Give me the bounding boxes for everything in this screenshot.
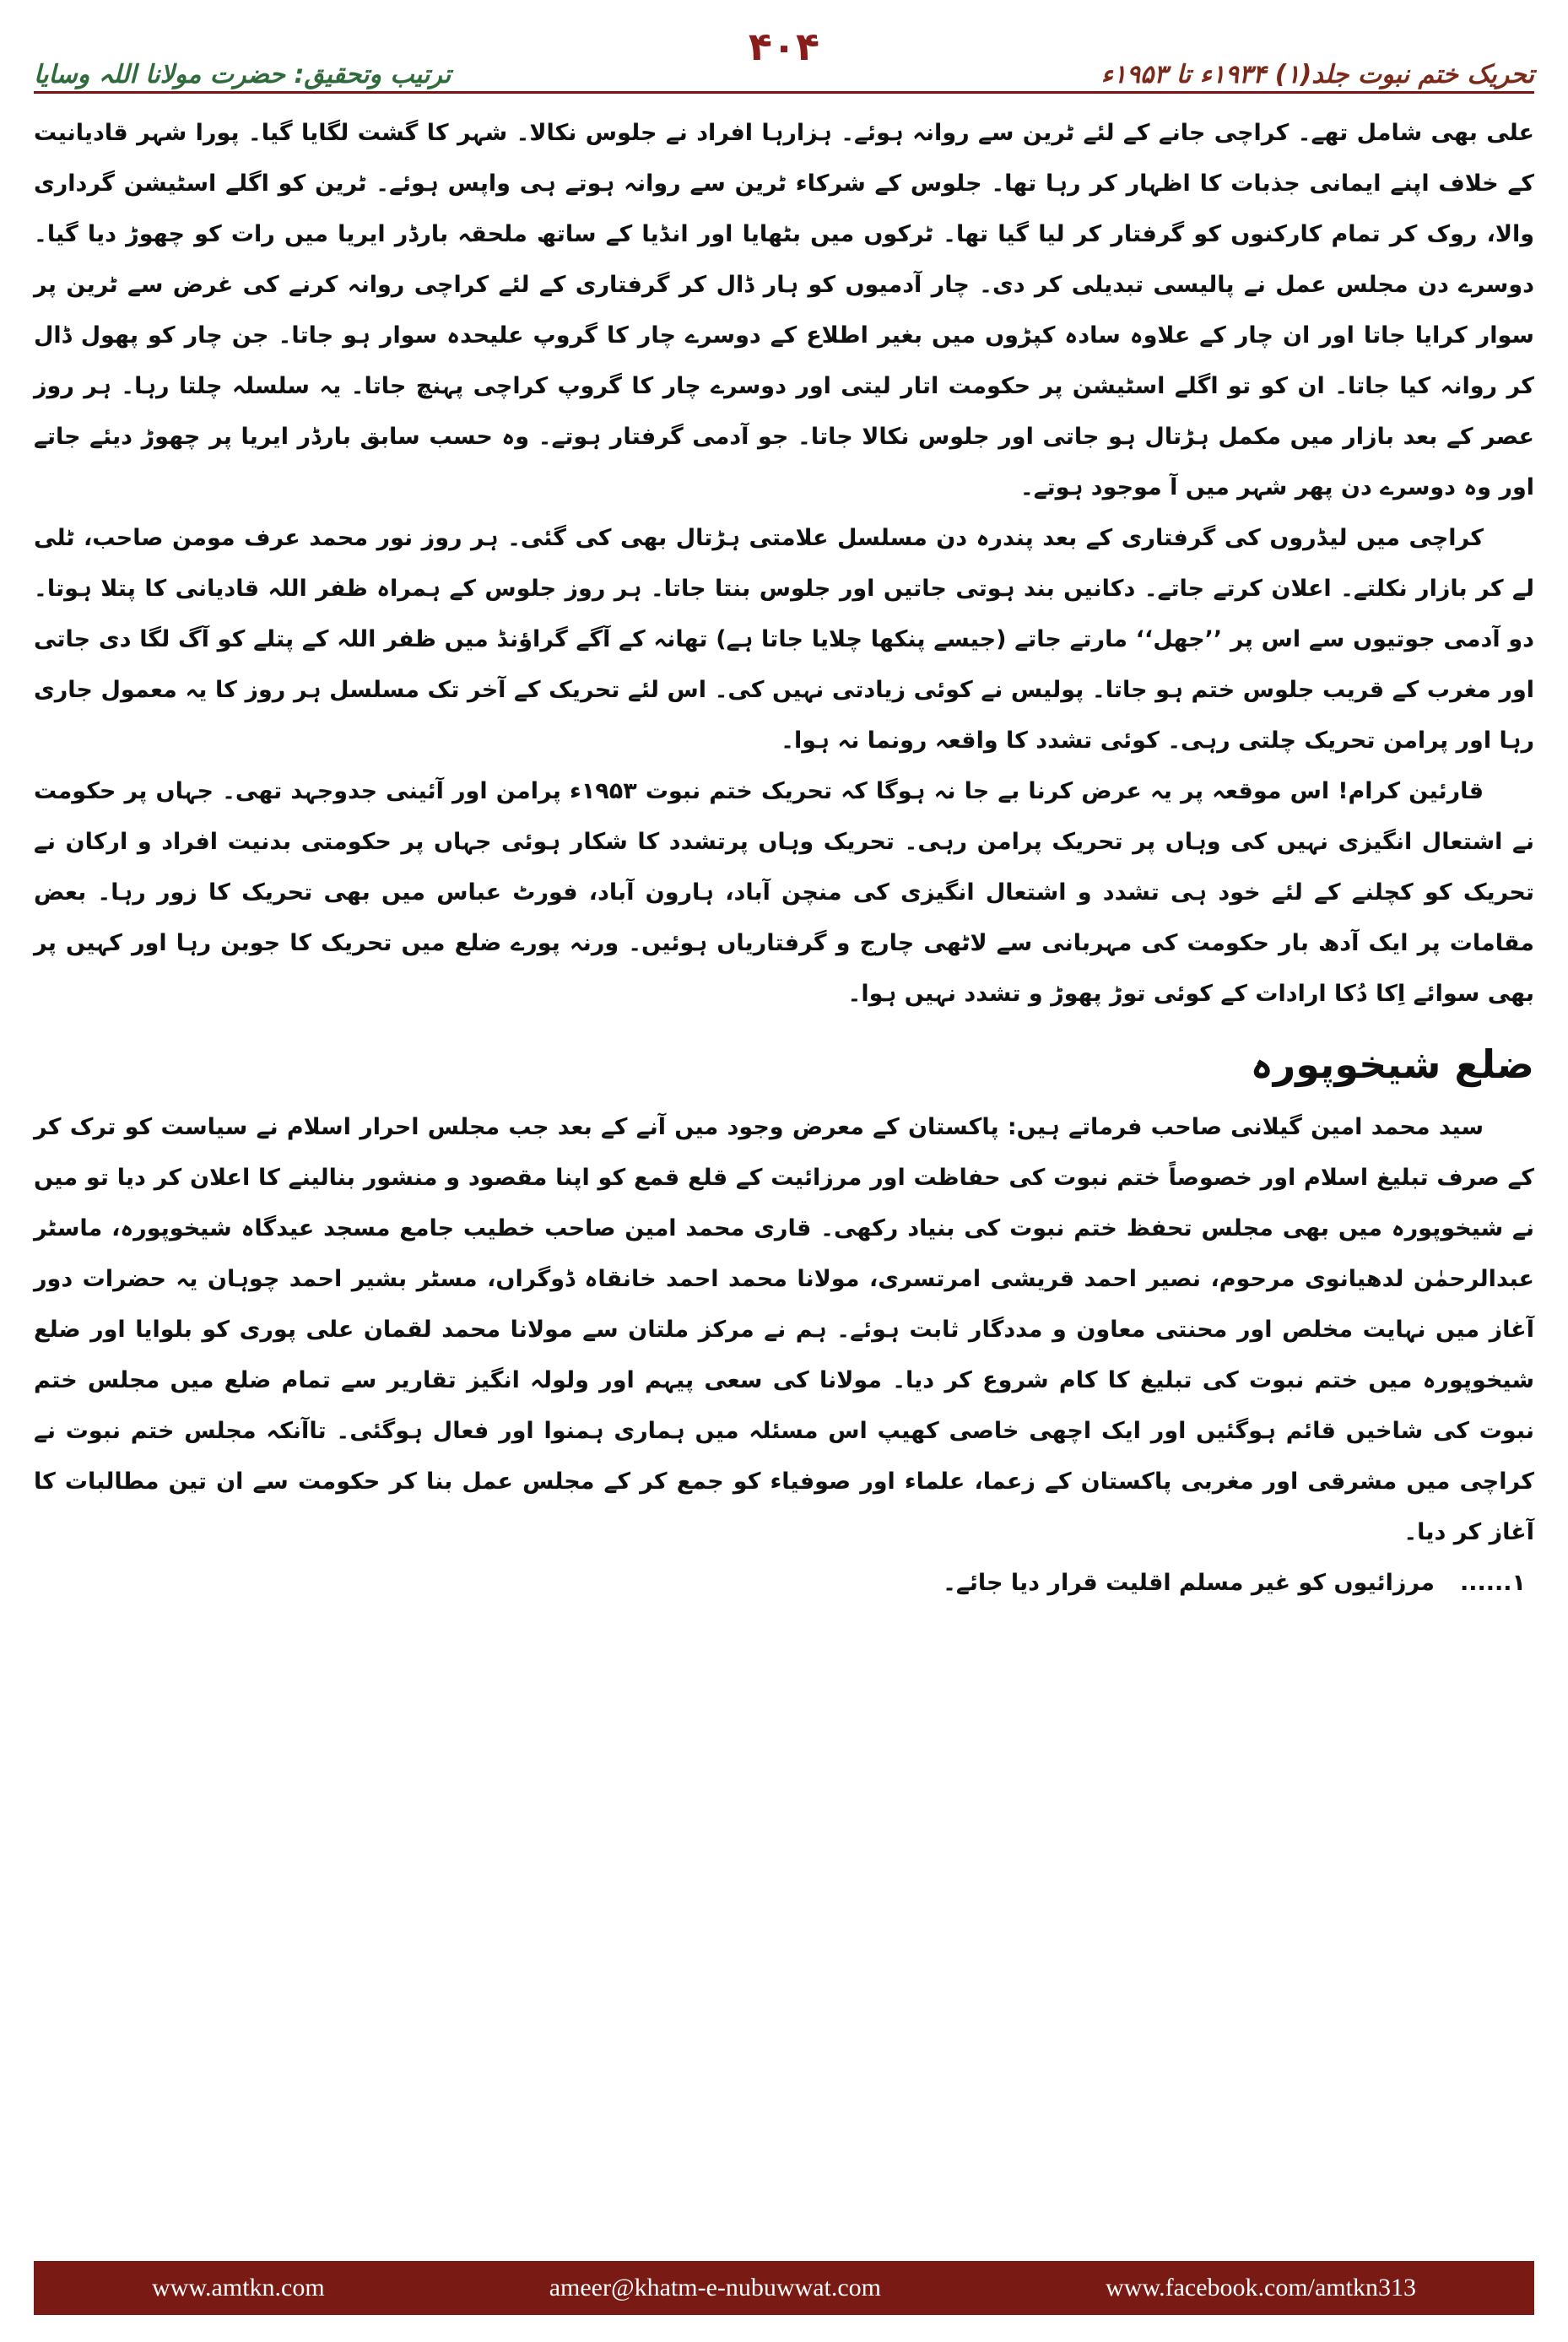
list-marker: ۱...... [1459,1570,1526,1596]
page-body [34,108,1534,2215]
paragraph-4: سید محمد امین گیلانی صاحب فرماتے ہیں: پاکستان کے معرض وجود میں آنے کے بعد جب مجلس احرار اسلام نے سیاست کو ترک کر کے صرف تبلیغ اسلام اور خصوصاً ختم نبوت کی حفاظت اور مرزائیت کے قلع قمع کو اپنا مقصود و منشور بنالینے کا اعلان کر دیا تو میں نے شیخوپورہ میں بھی مجلس تحفظ ختم نبوت کی بنیاد رکھی۔ قاری محمد امین صاحب خطیب جامع مسجد عیدگاہ شیخوپورہ، ماسٹر عبدالرحمٰن لدھیانوی مرحوم، نصیر احمد قریشی امرتسری، مولانا محمد احمد خانقاہ ڈوگراں، مسٹر بشیر احمد چوہان یہ حضرات دور آغاز میں نہایت مخلص اور محنتی معاون و مددگار ثابت ہوئے۔ ہم نے مرکز ملتان سے مولانا محمد لقمان علی پوری کو بلوایا اور ضلع شیخوپورہ میں ختم نبوت کی تبلیغ کا کام شروع کر دیا۔ مولانا کی سعی پیہم اور ولولہ انگیز تقاریر سے تمام ضلع میں مجلس ختم نبوت کی شاخیں قائم ہوگئیں اور ایک اچھی خاصی کھیپ اس مسئلہ میں ہماری ہمنوا اور فعال ہوگئی۔ تاآنکہ مجلس ختم نبوت نے کراچی میں مشرقی اور مغربی پاکستان کے زعما، علماء اور صوفیاء کو جمع کر کے مجلس عمل بنا کر حکومت سے ان تین مطالبات کا آغاز کر دیا۔ [34,1114,1534,1545]
website-link[interactable]: www.amtkn.com [152,2274,325,2301]
page-footer [34,2261,1534,2315]
header-divider [34,91,1534,94]
paragraph-3: قارئین کرام! اس موقعہ پر یہ عرض کرنا بے جا نہ ہوگا کہ تحریک ختم نبوت ۱۹۵۳ء پرامن اور آئینی جدوجہد تھی۔ جہاں پر حکومت نے اشتعال انگیزی نہیں کی وہاں پر تحریک پرامن رہی۔ تحریک وہاں پرتشدد کا شکار ہوئی جہاں پر حکومتی بدنیت افراد و ارکان نے تحریک کو کچلنے کے لئے خود ہی تشدد و اشتعال انگیزی کی منچن آباد، ہارون آباد، فورٹ عباس میں بھی تحریک کا زور رہا۔ بعض مقامات پر ایک آدھ بار حکومت کی مہربانی سے لاٹھی چارج و گرفتاریاں ہوئیں۔ ورنہ پورے ضلع میں تحریک کا جوبن رہا اور کہیں پر بھی سوائے اِکا دُکا ارادات کے کوئی توڑ پھوڑ و تشدد نہیں ہوا۔ [34,778,1534,1007]
section-heading: ضلع شیخوپورہ [1250,1041,1534,1087]
page-header [34,24,1534,89]
paragraph-1: علی بھی شامل تھے۔ کراچی جانے کے لئے ٹرین سے روانہ ہوئے۔ ہزارہا افراد نے جلوس نکالا۔ شہر کا گشت لگایا گیا۔ پورا شہر قادیانیت کے خلاف اپنے ایمانی جذبات کا اظہار کر رہا تھا۔ جلوس کے شرکاء ٹرین سے روانہ ہوتے ہی واپس ہوئے۔ ٹرین کو اگلے اسٹیشن گرداری والا، روک کر تمام کارکنوں کو گرفتار کر لیا گیا تھا۔ ٹرکوں میں بٹھایا اور انڈیا کے ساتھ ملحقہ بارڈر ایریا میں رات کو چھوڑ دیا گیا۔ دوسرے دن مجلس عمل نے پالیسی تبدیلی کر دی۔ چار آدمیوں کو ہار ڈال کر گرفتاری کے لئے کراچی روانہ کرنے کی غرض سے ٹرین پر سوار کرایا جاتا اور ان چار کے علاوہ سادہ کپڑوں میں بغیر اطلاع کے دوسرے چار کا گروپ علیحدہ سوار ہو جاتا۔ جن چار کو پھول ڈال کر روانہ کیا جاتا۔ ان کو تو اگلے اسٹیشن پر حکومت اتار لیتی اور دوسرے چار کا گروپ کراچی پہنچ جاتا۔ یہ سلسلہ چلتا رہا۔ ہر روز عصر کے بعد بازار میں مکمل ہڑتال ہو جاتی اور جلوس نکالا جاتا۔ جو آدمی گرفتار ہوتے۔ وہ حسب سابق بارڈر ایریا پر چھوڑ دیئے جاتے اور وہ دوسرے دن پھر شہر میں آ موجود ہوتے۔ [34,120,1534,500]
editor-credit: ترتیب وتحقیق: حضرت مولانا اللہ وسایا [34,60,451,89]
page-number: ۴۰۴ [748,24,820,69]
facebook-link[interactable]: www.facebook.com/amtkn313 [1106,2274,1416,2301]
paragraph-2: کراچی میں لیڈروں کی گرفتاری کے بعد پندرہ دن مسلسل علامتی ہڑتال بھی کی گئی۔ ہر روز نور محمد عرف مومن صاحب، ٹلی لے کر بازار نکلتے۔ اعلان کرتے جاتے۔ دکانیں بند ہوتی جاتیں اور جلوس بنتا جاتا۔ ہر روز جلوس کے ہمراہ ظفر اللہ قادیانی کا پتلا ہوتا۔ دو آدمی جوتیوں سے اس پر ’’جھل‘‘ مارتے جاتے (جیسے پنکھا چلایا جاتا ہے) تھانہ کے آگے گراؤنڈ میں ظفر اللہ کے پتلے کو آگ لگا دی جاتی اور مغرب کے قریب جلوس ختم ہو جاتا۔ پولیس نے کوئی زیادتی نہیں کی۔ اس لئے تحریک کے آخر تک مسلسل ہر روز کا یہ معمول جاری رہا اور پرامن تحریک چلتی رہی۔ کوئی تشدد کا واقعہ رونما نہ ہوا۔ [34,525,1534,754]
list-item-text: مرزائیوں کو غیر مسلم اقلیت قرار دیا جائے۔ [943,1570,1435,1596]
book-title: تحریک ختم نبوت جلد(۱) ۱۹۳۴ء تا ۱۹۵۳ء [1100,60,1534,89]
list-item [34,1558,1534,1609]
email-link[interactable]: ameer@khatm-e-nubuwwat.com [549,2274,882,2301]
